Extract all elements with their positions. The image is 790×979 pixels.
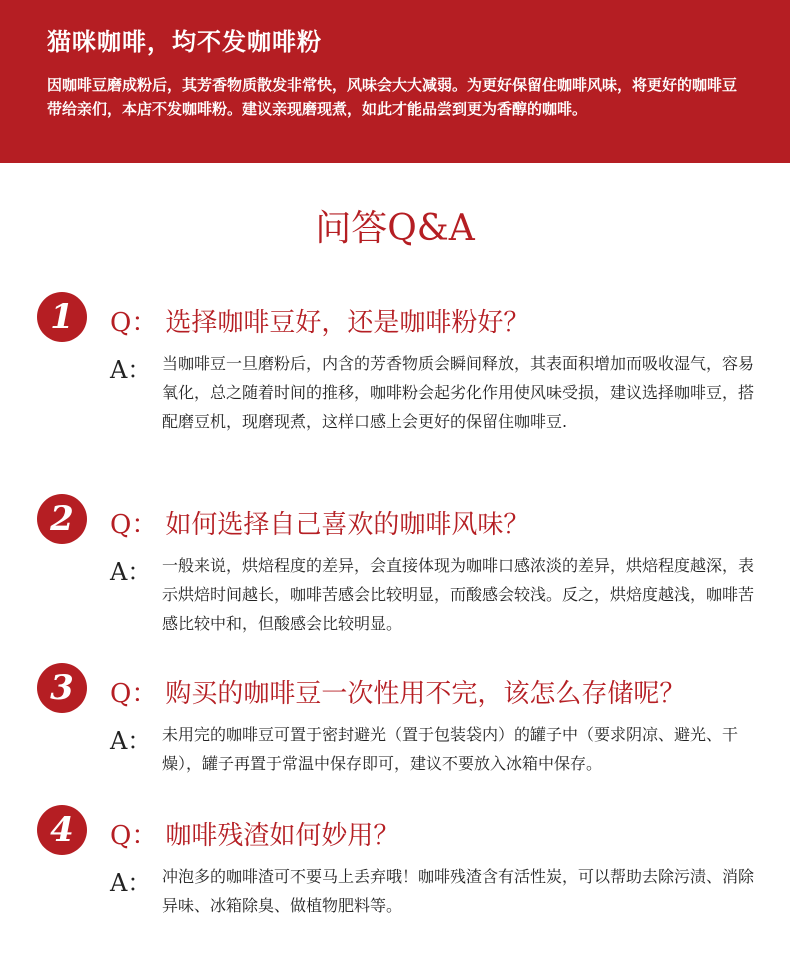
question-prefix: Q：: [110, 679, 158, 709]
question: [110, 673, 685, 710]
question-text: 购买的咖啡豆一次性用不完，该怎么存储呢？: [165, 679, 686, 709]
question: [110, 504, 529, 541]
question-prefix: Q：: [110, 308, 158, 338]
question-text: 咖啡残渣如何妙用？: [165, 821, 400, 851]
number-badge: 1: [37, 292, 87, 342]
question-text: 选择咖啡豆好，还是咖啡粉好？: [165, 308, 530, 338]
answer-text: 未用完的咖啡豆可置于密封避光（置于包装袋内）的罐子中（要求阴凉、避光、干燥），罐子再置于常温中保存即可，建议不要放入冰箱中保存。: [162, 725, 739, 773]
notice-banner: [0, 0, 790, 163]
answer-text: 当咖啡豆一旦磨粉后，内含的芳香物质会瞬间释放，其表面积增加而吸收湿气，容易氧化，总之随着时间的推移，咖啡粉会起劣化作用使风味受损，建议选择咖啡豆，搭配磨豆机，现磨现煮，这样口感上会更好的保留住咖啡豆.: [162, 354, 755, 431]
section-title: 问答Q&A: [315, 208, 475, 249]
question-text: 如何选择自己喜欢的咖啡风味？: [165, 510, 530, 540]
banner-title: 猫咪咖啡，均不发咖啡粉: [47, 28, 322, 56]
answer-text: 冲泡多的咖啡渣可不要马上丢弃哦！咖啡残渣含有活性炭，可以帮助去除污渍、消除异味、冰箱除臭、做植物肥料等。: [162, 867, 755, 915]
answer-prefix: A：: [110, 727, 152, 755]
answer-text: 一般来说，烘焙程度的差异，会直接体现为咖啡口感浓淡的差异，烘焙程度越深，表示烘焙时间越长，咖啡苦感会比较明显，而酸感会较浅。反之，烘焙度越浅，咖啡苦感比较中和，但酸感会比较明显。: [162, 556, 755, 633]
question-prefix: Q：: [110, 510, 158, 540]
question: [110, 302, 529, 339]
number-badge: 2: [37, 494, 87, 544]
answer-prefix: A：: [110, 356, 152, 384]
number-badge: 3: [37, 663, 87, 713]
number-badge: 4: [37, 805, 87, 855]
answer-prefix: A：: [110, 558, 152, 586]
question-prefix: Q：: [110, 821, 158, 851]
question: [110, 815, 399, 852]
banner-text: 因咖啡豆磨成粉后，其芳香物质散发非常快，风味会大大减弱。为更好保留住咖啡风味，将更好的咖啡豆带给亲们，本店不发咖啡粉。建议亲现磨现煮，如此才能品尝到更为香醇的咖啡。: [47, 76, 738, 118]
answer-prefix: A：: [110, 869, 152, 897]
